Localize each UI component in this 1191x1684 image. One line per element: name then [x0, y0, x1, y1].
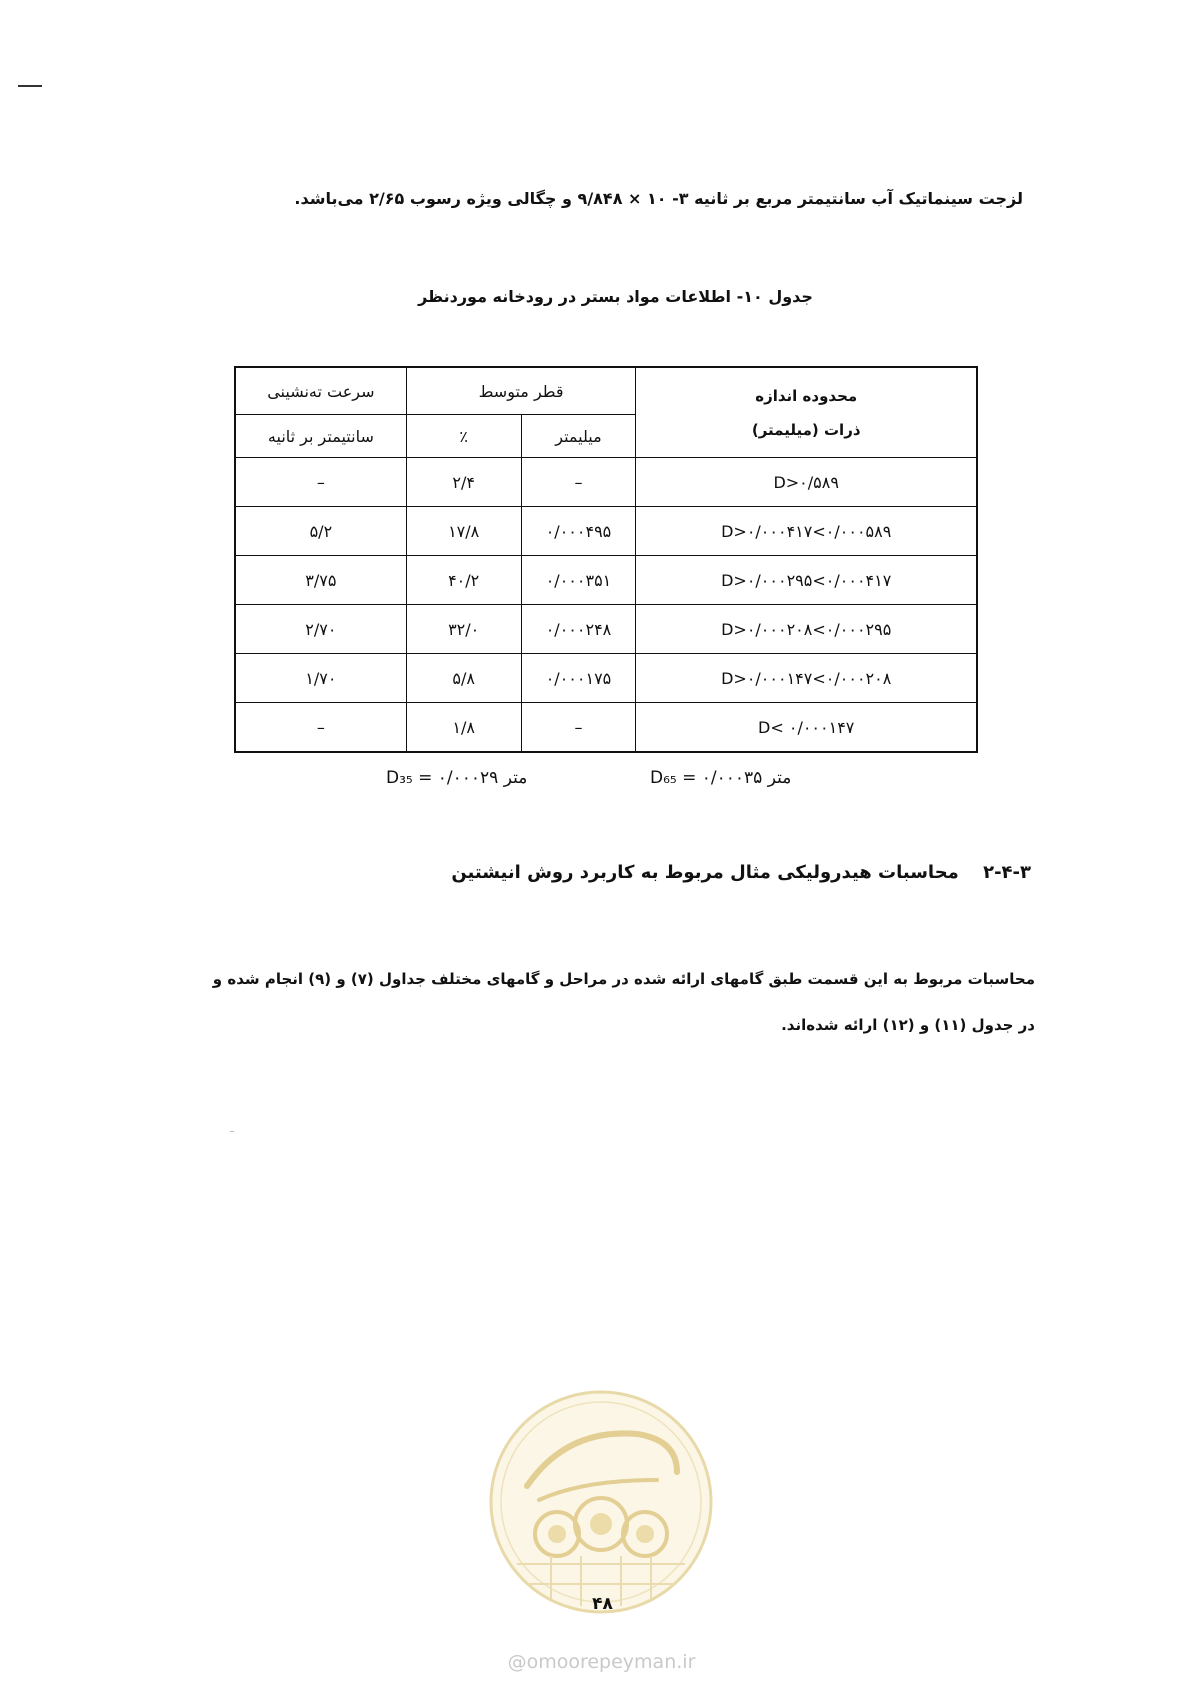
cell-range: ۰/۰۰۰۵۸۹>D>۰/۰۰۰۴۱۷ [636, 507, 977, 556]
table-row [235, 605, 977, 654]
table-row [235, 556, 977, 605]
cell-percent: ۴۰/۲ [406, 556, 521, 605]
cell-percent: ۳۲/۰ [406, 605, 521, 654]
cell-range: ۰/۰۰۰۴۱۷>D>۰/۰۰۰۲۹۵ [636, 556, 977, 605]
cell-mm: – [521, 703, 636, 753]
header-settling: سرعت ته‌نشینی [235, 367, 406, 415]
header-percent: ٪ [406, 415, 521, 458]
cell-mm: ۰/۰۰۰۲۴۸ [521, 605, 636, 654]
cell-range: ۰/۰۰۰۲۹۵>D>۰/۰۰۰۲۰۸ [636, 605, 977, 654]
cell-range: ۰/۰۰۰۲۰۸>D>۰/۰۰۰۱۴۷ [636, 654, 977, 703]
section-heading [451, 862, 1031, 883]
paragraph-line: در جدول (۱۱) و (۱۲) ارائه شده‌اند. [781, 1016, 1035, 1034]
cell-percent: ۱۷/۸ [406, 507, 521, 556]
bed-material-table [234, 366, 978, 753]
table-row [235, 703, 977, 753]
cell-mm: ۰/۰۰۰۴۹۵ [521, 507, 636, 556]
watermark-text: @omoorepeyman.ir [507, 1651, 696, 1673]
header-diameter: قطر متوسط [406, 367, 636, 415]
header-range-line2: ذرات (میلیمتر) [751, 420, 861, 439]
header-range [636, 367, 977, 458]
table-row [235, 507, 977, 556]
table-caption: جدول ۱۰- اطلاعات مواد بستر در رودخانه موردنظر [418, 287, 813, 306]
cell-velocity: – [235, 458, 406, 507]
cell-range: D>۰/۵۸۹ [636, 458, 977, 507]
cell-mm: ۰/۰۰۰۳۵۱ [521, 556, 636, 605]
seal-logo [487, 1388, 715, 1616]
paragraph-line: محاسبات مربوط به این قسمت طبق گامهای ارائه شده در مراحل و گامهای مختلف جداول (۷) و (۹) انجام شده و [212, 970, 1035, 988]
cell-percent: ۱/۸ [406, 703, 521, 753]
table-row [235, 654, 977, 703]
cell-percent: ۲/۴ [406, 458, 521, 507]
section-number: ۲-۴-۳ [983, 862, 1031, 883]
cell-velocity: ۱/۷۰ [235, 654, 406, 703]
intro-sentence: لزجت سینماتیک آب سانتیمتر مربع بر ثانیه ۳- ۱۰ × ۹/۸۴۸ و چگالی ویژه رسوب ۲/۶۵ می‌باشد. [294, 189, 1023, 208]
cell-range: ۰/۰۰۰۱۴۷ >D [636, 703, 977, 753]
cell-velocity: ۲/۷۰ [235, 605, 406, 654]
d35-value: متر D₃₅ = ۰/۰۰۰۲۹ [386, 768, 528, 788]
table-header-row [235, 367, 977, 415]
body-paragraph [155, 956, 1035, 1048]
header-mm: میلیمتر [521, 415, 636, 458]
table-row [235, 458, 977, 507]
section-title: محاسبات هیدرولیکی مثال مربوط به کاربرد روش انیشتین [451, 862, 959, 883]
cell-percent: ۵/۸ [406, 654, 521, 703]
header-range-line1: محدوده اندازه [755, 386, 858, 405]
cell-velocity: – [235, 703, 406, 753]
cell-mm: ۰/۰۰۰۱۷۵ [521, 654, 636, 703]
scan-speck [230, 1131, 234, 1132]
d65-value: متر D₆₅ = ۰/۰۰۰۳۵ [650, 768, 792, 788]
cell-mm: – [521, 458, 636, 507]
cell-velocity: ۳/۷۵ [235, 556, 406, 605]
header-cm-per-s: سانتیمتر بر ثانیه [235, 415, 406, 458]
corner-mark [18, 85, 42, 87]
cell-velocity: ۵/۲ [235, 507, 406, 556]
page-number: ۴۸ [592, 1594, 613, 1614]
